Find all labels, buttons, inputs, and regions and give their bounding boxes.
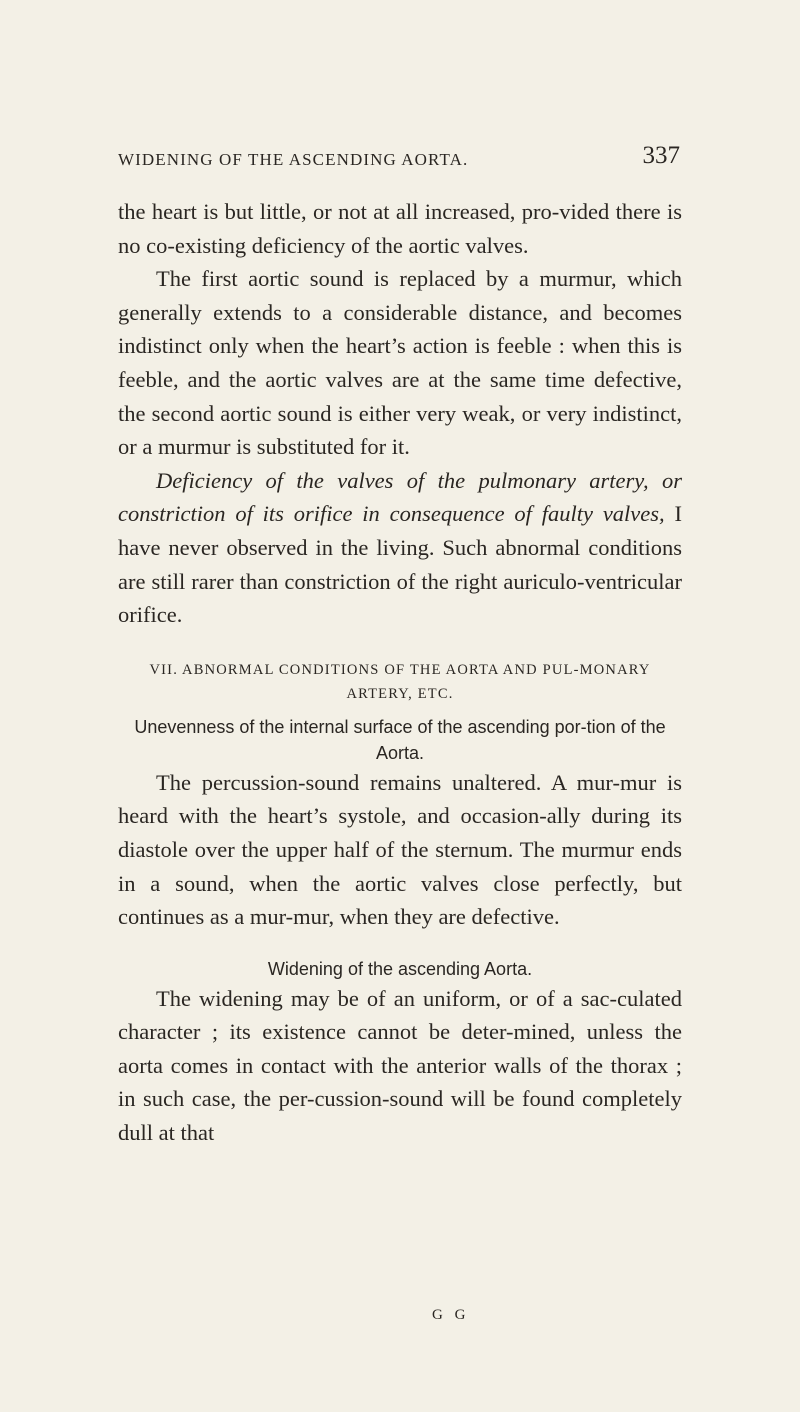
page-body bbox=[118, 195, 682, 1150]
section-heading: VII. ABNORMAL CONDITIONS OF THE AORTA AND PUL-MONARY ARTERY, ETC. bbox=[149, 661, 651, 702]
paragraph-continued: the heart is but little, or not at all increased, pro-vided there is no co-existing deficiency of the aortic valves. bbox=[118, 199, 682, 258]
italic-lead: Deficiency of the valves of the pulmonary artery, or constriction of its orifice in consequence of faulty valves, bbox=[118, 467, 682, 527]
paragraph-pulmonary-valves bbox=[118, 464, 682, 632]
paragraph-widening: The widening may be of an uniform, or of a sac-culated character ; its existence cannot be deter-mined, unless the aorta comes in contact with the anterior walls of the thorax ; in such case, the per-cussion-sound will be found completely dull at that bbox=[118, 985, 682, 1146]
paragraph-rest: I have never observed in the living. Such abnormal conditions are still rarer than constriction of the right auriculo-ventricular orifice. bbox=[118, 501, 682, 628]
paragraph-percussion: The percussion-sound remains unaltered. A mur-mur is heard with the heart’s systole, and occasion-ally during its diastole over the upper half of the sternum. The murmur ends in a sound, when the aortic valves close perfectly, but continues as a mur-mur, when they are defective. bbox=[118, 769, 682, 930]
page-header bbox=[118, 142, 680, 182]
subheading-widening: Widening of the ascending Aorta. bbox=[267, 958, 533, 979]
signature-mark: G G bbox=[432, 1307, 470, 1323]
subheading-unevenness: Unevenness of the internal surface of the ascending por-tion of the Aorta. bbox=[134, 716, 666, 763]
page-number: 337 bbox=[642, 142, 680, 169]
running-head: WIDENING OF THE ASCENDING AORTA. bbox=[118, 150, 469, 169]
paragraph-first-aortic-sound: The first aortic sound is replaced by a murmur, which generally extends to a considerable distance, and becomes indistinct only when the heart’s action is feeble : when this is feeble, and the aortic valves are at the same time defective, the second aortic sound is either very weak, or very indistinct, or a murmur is substituted for it. bbox=[118, 266, 682, 460]
